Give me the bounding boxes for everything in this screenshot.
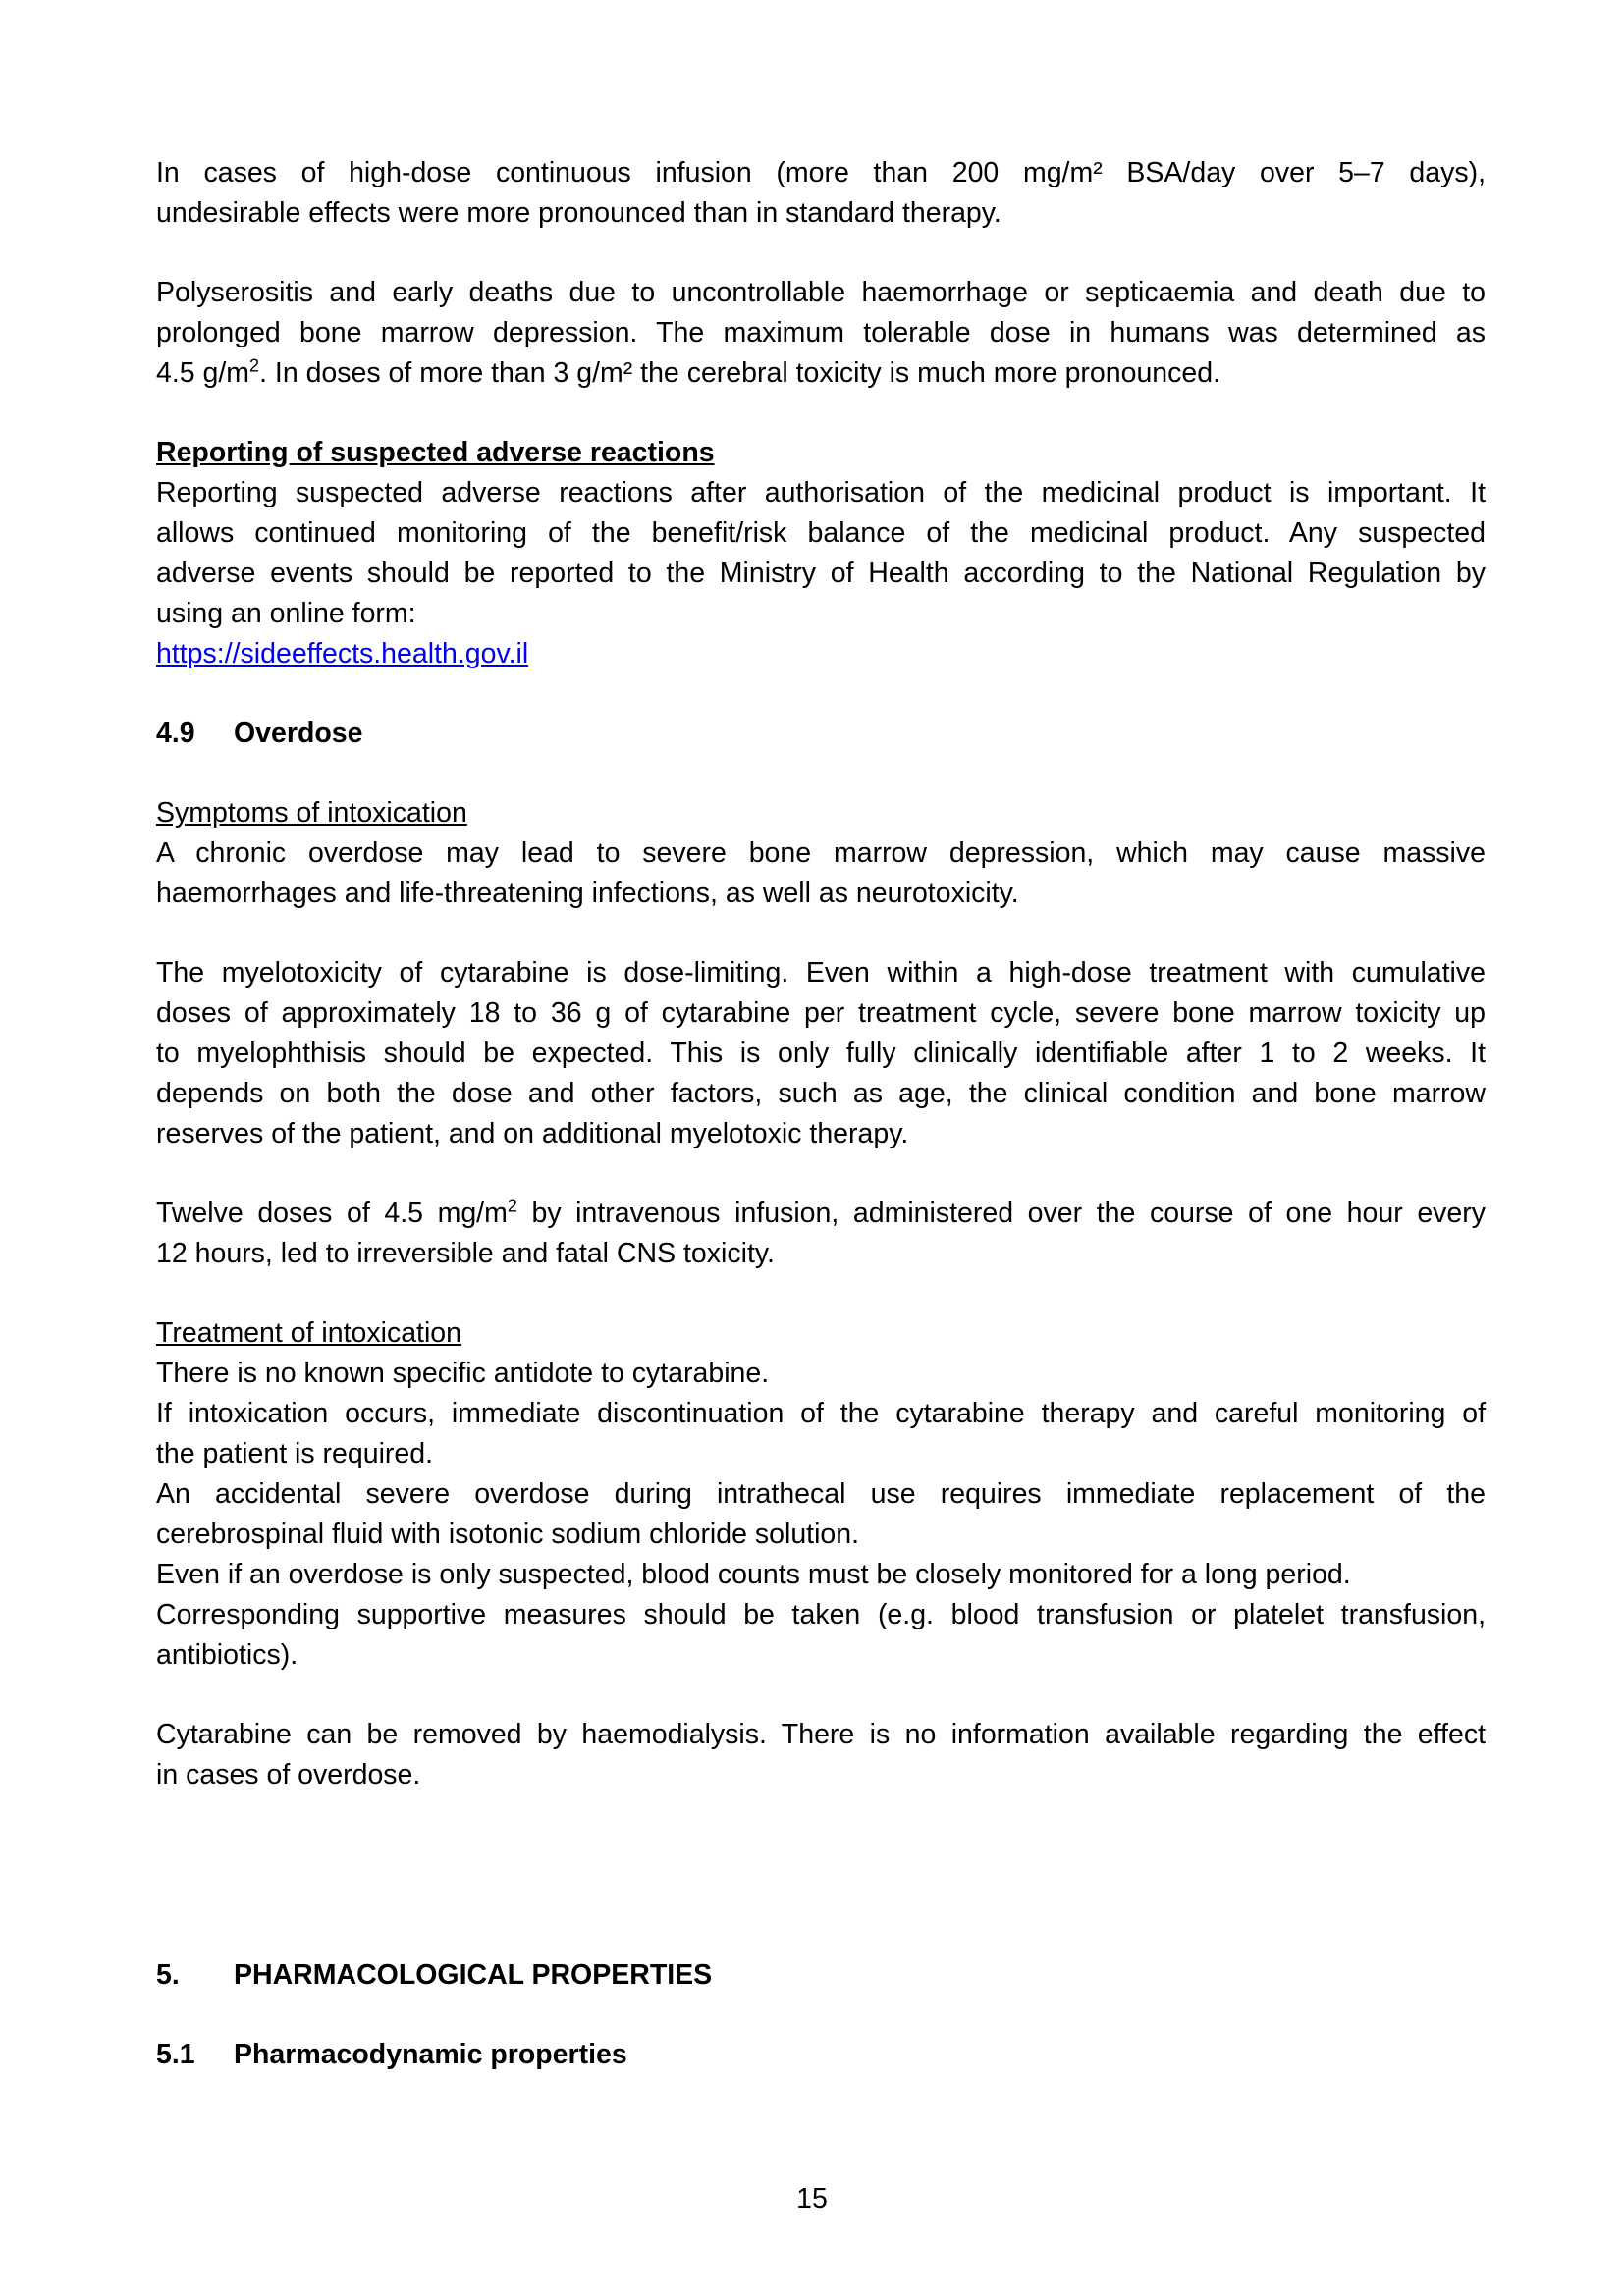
text-line: depends on both the dose and other factors, such as age, the clinical condition and bone marrow [156, 1078, 1486, 1109]
text-line: undesirable effects were more pronounced than in standard therapy. [156, 197, 1001, 229]
text-line: Reporting suspected adverse reactions after authorisation of the medicinal product is important. It [156, 477, 1486, 508]
text-run: Twelve doses of 4.5 mg/m [156, 1198, 508, 1229]
section-heading-5-1 [156, 2035, 1486, 2075]
page-number: 15 [796, 2183, 828, 2215]
text-line: in cases of overdose. [156, 1759, 421, 1790]
text-line: 12 hours, led to irreversible and fatal CNS toxicity. [156, 1238, 775, 1269]
text-line: haemorrhages and life-threatening infections, as well as neurotoxicity. [156, 878, 1019, 909]
section-title: Overdose [234, 718, 363, 749]
paragraph-twelve-doses [156, 1194, 1486, 1274]
text-run: 4.5 g/m [156, 357, 250, 389]
reporting-section [156, 433, 1486, 674]
text-line: the patient is required. [156, 1438, 434, 1469]
treatment-heading: Treatment of intoxication [156, 1317, 462, 1349]
text-line: The myelotoxicity of cytarabine is dose-limiting. Even within a high-dose treatment with cumulative [156, 957, 1486, 988]
text-line: reserves of the patient, and on additional myelotoxic therapy. [156, 1118, 909, 1149]
treatment-section [156, 1313, 1486, 1676]
text-line: using an online form: [156, 598, 416, 629]
text-line: Polyserositis and early deaths due to uncontrollable haemorrhage or septicaemia and death due to [156, 277, 1486, 308]
text-line: allows continued monitoring of the benefit/risk balance of the medicinal product. Any suspected [156, 517, 1486, 549]
section-heading-5 [156, 1955, 1486, 1996]
reporting-link[interactable]: https://sideeffects.health.gov.il [156, 638, 529, 669]
paragraph-myelotoxicity [156, 953, 1486, 1154]
text-line: There is no known specific antidote to cytarabine. [156, 1358, 770, 1389]
text-line: prolonged bone marrow depression. The maximum tolerable dose in humans was determined as [156, 317, 1486, 348]
text-line: A chronic overdose may lead to severe bone marrow depression, which may cause massive [156, 837, 1486, 869]
text-line: adverse events should be reported to the Ministry of Health according to the National Regulation by [156, 558, 1486, 589]
paragraph-high-dose [156, 153, 1486, 234]
page-content [156, 153, 1486, 2075]
section-number: 4.9 [156, 718, 195, 749]
text-line: doses of approximately 18 to 36 g of cytarabine per treatment cycle, severe bone marrow toxicity up [156, 997, 1486, 1029]
text-run: . In doses of more than 3 g/m² the cerebral toxicity is much more pronounced. [259, 357, 1221, 389]
symptoms-heading: Symptoms of intoxication [156, 797, 467, 828]
text-line: antibiotics). [156, 1639, 298, 1671]
text-line: If intoxication occurs, immediate discontinuation of the cytarabine therapy and careful monitoring of [156, 1398, 1486, 1429]
paragraph-haemodialysis [156, 1715, 1486, 1795]
superscript: 2 [507, 1196, 517, 1216]
text-line [156, 353, 1486, 394]
section-heading-4-9 [156, 714, 1486, 754]
text-line: Corresponding supportive measures should be taken (e.g. blood transfusion or platelet transfusion, [156, 1599, 1486, 1630]
text-line: cerebrospinal fluid with isotonic sodium chloride solution. [156, 1519, 860, 1550]
symptoms-section [156, 793, 1486, 914]
paragraph-polyserositis [156, 273, 1486, 394]
superscript: 2 [249, 355, 260, 376]
text-line [156, 1194, 1486, 1234]
text-line: In cases of high-dose continuous infusion (more than 200 mg/m² BSA/day over 5–7 days), [156, 157, 1486, 188]
reporting-heading: Reporting of suspected adverse reactions [156, 437, 715, 468]
section-number: 5.1 [156, 2039, 195, 2070]
text-line: Cytarabine can be removed by haemodialysis. There is no information available regarding the effect [156, 1719, 1486, 1750]
text-line: An accidental severe overdose during intrathecal use requires immediate replacement of the [156, 1478, 1486, 1510]
text-line: to myelophthisis should be expected. This is only fully clinically identifiable after 1 to 2 weeks. It [156, 1038, 1486, 1069]
section-title: PHARMACOLOGICAL PROPERTIES [234, 1959, 713, 1991]
section-title: Pharmacodynamic properties [234, 2039, 627, 2070]
text-line: Even if an overdose is only suspected, blood counts must be closely monitored for a long period. [156, 1559, 1351, 1590]
section-number: 5. [156, 1959, 180, 1991]
text-run: by intravenous infusion, administered over the course of one hour every [516, 1198, 1487, 1229]
